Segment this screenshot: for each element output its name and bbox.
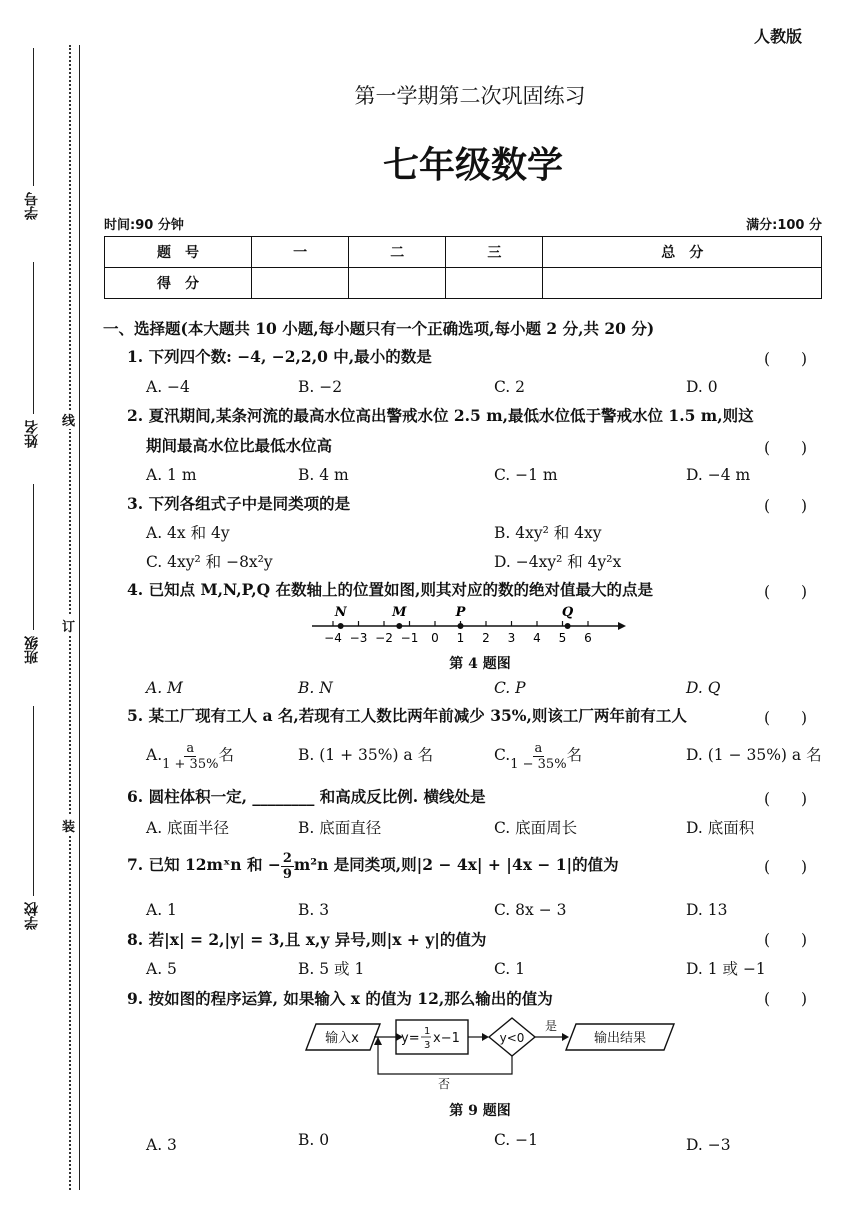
q2-option-d: D. −4 m	[686, 466, 751, 484]
exam-subtitle: 第一学期第二次巩固练习	[354, 84, 586, 108]
q4-option-d: D. Q	[686, 679, 721, 697]
q2-option-a: A. 1 m	[146, 466, 197, 484]
option-suffix: 名	[566, 746, 583, 764]
field-line	[33, 706, 34, 896]
q5-option-c	[494, 738, 582, 772]
number-line-point	[458, 623, 464, 629]
score-input-cell[interactable]	[543, 268, 822, 299]
edition-label: 人教版	[754, 27, 803, 46]
answer-paren[interactable]: ( )	[764, 497, 808, 515]
fraction-num: 2	[282, 850, 292, 866]
q3-stem: 3. 下列各组式子中是同类项的是	[127, 494, 351, 513]
score-cell: 总 分	[543, 237, 822, 268]
number-line-point-label: N	[334, 605, 347, 620]
q8-option-b: B. 5 或 1	[298, 960, 365, 978]
option-prefix: C.	[494, 746, 511, 764]
answer-paren[interactable]: ( )	[764, 931, 808, 949]
score-input-cell[interactable]	[252, 268, 349, 299]
q9-option-b: B. 0	[298, 1131, 330, 1149]
field-line	[33, 484, 34, 630]
q4-caption: 第 4 题图	[449, 656, 511, 672]
q7-option-d: D. 13	[686, 901, 728, 919]
number-line-tick-label: −2	[375, 631, 393, 645]
q1-option-c: C. 2	[494, 378, 526, 396]
q9-caption: 第 9 题图	[449, 1103, 511, 1119]
answer-paren[interactable]: ( )	[764, 990, 808, 1008]
option-suffix: 名	[218, 746, 234, 764]
q7-stem-a: 7. 已知 12mˣn 和 −	[127, 855, 281, 874]
q2-option-b: B. 4 m	[298, 466, 349, 484]
flow-yes-label: 是	[545, 1019, 558, 1033]
number-line-point-label: M	[392, 605, 407, 620]
q2-stem-line2: 期间最高水位比最低水位高	[146, 436, 333, 455]
binding-char-line: 线	[62, 410, 75, 429]
number-line-figure	[300, 600, 630, 656]
number-line-tick-label: 3	[507, 631, 516, 645]
q9-option-a: A. 3	[146, 1136, 177, 1154]
section1-heading: 一、选择题(本大题共 10 小题,每小题只有一个正确选项,每小题 2 分,共 20 分)	[103, 319, 655, 338]
number-line-arrow	[618, 622, 626, 630]
fraction	[281, 851, 294, 882]
score-input-cell[interactable]	[446, 268, 543, 299]
q7-stem	[127, 848, 619, 882]
q1-option-d: D. 0	[686, 378, 718, 396]
fraction-num: a	[534, 740, 543, 756]
number-line-tick-label: 6	[584, 631, 592, 645]
q2-option-c: C. −1 m	[494, 466, 558, 484]
q6-option-a: A. 底面半径	[146, 819, 230, 837]
q8-option-a: A. 5	[146, 960, 177, 978]
field-name: 姓名	[24, 420, 40, 448]
q5-stem: 5. 某工厂现有工人 a 名,若现有工人数比两年前减少 35%,则该工厂两年前有工人	[127, 706, 687, 725]
q8-option-d: D. 1 或 −1	[686, 960, 766, 978]
q6-option-b: B. 底面直径	[298, 819, 382, 837]
q3-option-d: D. −4xy² 和 4y²x	[494, 553, 622, 571]
q9-option-c: C. −1	[494, 1131, 539, 1149]
q7-stem-b: m²n 是同类项,则|2 − 4x| + |4x − 1|的值为	[293, 855, 619, 874]
q8-stem: 8. 若|x| = 2,|y| = 3,且 x,y 异号,则|x + y|的值为	[127, 930, 487, 949]
answer-paren[interactable]: ( )	[764, 790, 808, 808]
score-cell: 得 分	[105, 268, 252, 299]
field-student-id: 学号	[24, 192, 40, 220]
answer-paren[interactable]: ( )	[764, 350, 808, 368]
q9-option-d: D. −3	[686, 1136, 731, 1154]
fraction-den: 1 + 35%	[162, 756, 219, 772]
q6-stem: 6. 圆柱体积一定, ________ 和高成反比例. 横线处是	[127, 787, 486, 806]
margin-rule	[79, 45, 80, 1190]
q9-stem: 9. 按如图的程序运算, 如果输入 x 的值为 12,那么输出的值为	[127, 989, 553, 1008]
number-line-tick-label: −4	[324, 631, 342, 645]
q4-stem: 4. 已知点 M,N,P,Q 在数轴上的位置如图,则其对应的数的绝对值最大的点是	[127, 580, 653, 599]
flow-condition: y<0	[499, 1031, 525, 1045]
score-cell: 三	[446, 237, 543, 268]
q1-option-b: B. −2	[298, 378, 343, 396]
answer-paren[interactable]: ( )	[764, 709, 808, 727]
field-school: 学校	[24, 902, 40, 930]
number-line-tick-label: −1	[400, 631, 419, 645]
q1-option-a: A. −4	[146, 378, 190, 396]
fraction-den: 9	[282, 866, 292, 882]
number-line-point	[396, 623, 402, 629]
q8-option-c: C. 1	[494, 960, 526, 978]
flow-arrowhead	[562, 1033, 569, 1041]
q3-option-a: A. 4x 和 4y	[146, 524, 230, 542]
flow-output-text: 输出结果	[593, 1031, 647, 1046]
score-cell: 一	[252, 237, 349, 268]
score-table-score-row	[105, 268, 822, 299]
q4-option-b: B. N	[298, 679, 333, 697]
q5-option-b: B. (1 + 35%) a 名	[298, 746, 434, 764]
score-cell: 二	[349, 237, 446, 268]
flow-formula-num: 1	[424, 1026, 431, 1037]
number-line-tick-label: 0	[431, 631, 439, 645]
answer-paren[interactable]: ( )	[764, 583, 808, 601]
answer-paren[interactable]: ( )	[764, 439, 808, 457]
fraction-den: 1 − 35%	[510, 756, 567, 772]
fraction	[510, 741, 566, 772]
exam-full-score: 满分:100 分	[746, 218, 822, 233]
exam-title: 七年级数学	[382, 145, 563, 186]
fraction-num: a	[186, 740, 195, 756]
number-line-tick-label: 5	[558, 631, 567, 645]
q7-option-c: C. 8x − 3	[494, 901, 567, 919]
number-line-point	[565, 623, 571, 629]
flow-formula-a: y=	[401, 1031, 420, 1046]
q1-stem: 1. 下列四个数: −4, −2,2,0 中,最小的数是	[127, 347, 432, 366]
q6-option-d: D. 底面积	[686, 819, 755, 837]
q2-stem-line1: 2. 夏汛期间,某条河流的最高水位高出警戒水位 2.5 m,最低水位低于警戒水位 1.5 m,则这	[127, 406, 754, 425]
binding-char-bind: 装	[62, 816, 75, 835]
field-line	[33, 262, 34, 414]
q7-option-a: A. 1	[146, 901, 177, 919]
q5-option-d: D. (1 − 35%) a 名	[686, 746, 822, 764]
q6-option-c: C. 底面周长	[494, 819, 578, 837]
score-table	[104, 236, 822, 299]
number-line-point	[338, 623, 344, 629]
flow-formula-den: 3	[424, 1040, 431, 1051]
answer-paren[interactable]: ( )	[764, 858, 808, 876]
q7-option-b: B. 3	[298, 901, 330, 919]
flow-input-text: 输入x	[325, 1031, 359, 1046]
number-line-tick-label: 4	[533, 631, 541, 645]
option-prefix: A.	[146, 746, 163, 764]
binding-char-staple: 订	[62, 616, 75, 635]
flow-formula-b: x−1	[433, 1031, 460, 1046]
fraction	[162, 741, 218, 772]
exam-time: 时间:90 分钟	[104, 218, 184, 233]
score-table-header-row	[105, 237, 822, 268]
q3-option-b: B. 4xy² 和 4xy	[494, 524, 602, 542]
flow-no-label: 否	[438, 1077, 451, 1090]
q4-option-c: C. P	[494, 679, 526, 697]
number-line-point-label: Q	[561, 605, 574, 620]
q4-option-a: A. M	[146, 679, 183, 697]
score-cell: 题 号	[105, 237, 252, 268]
number-line-tick-label: 1	[456, 631, 465, 645]
q5-option-a	[146, 738, 234, 772]
number-line-tick-label: 2	[482, 631, 490, 645]
field-class: 班级	[24, 636, 40, 664]
flowchart-figure	[300, 1014, 680, 1090]
number-line-tick-label: −3	[349, 631, 368, 645]
number-line-point-label: P	[455, 605, 466, 620]
score-input-cell[interactable]	[349, 268, 446, 299]
q3-option-c: C. 4xy² 和 −8x²y	[146, 553, 273, 571]
